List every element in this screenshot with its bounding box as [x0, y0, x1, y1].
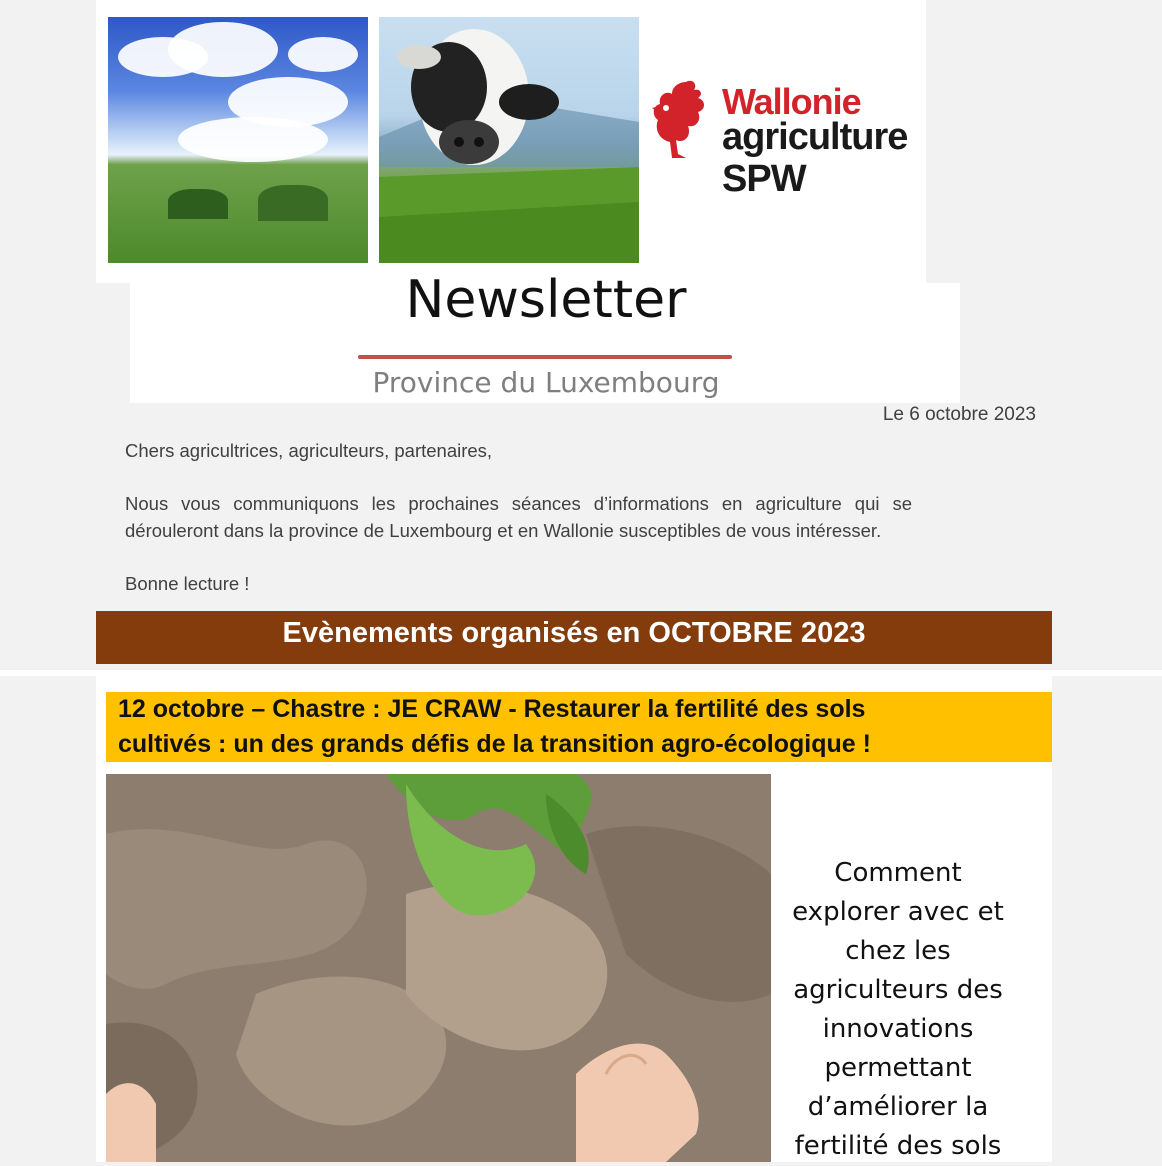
- event-title-line1: 12 octobre – Chastre : JE CRAW - Restaurer la fertilité des sols: [118, 695, 866, 723]
- rooster-icon: [648, 78, 714, 162]
- closing: Bonne lecture !: [125, 573, 250, 594]
- intro-text: [125, 437, 912, 623]
- section-heading: Evènements organisés en OCTOBRE 2023: [96, 611, 1052, 664]
- newsletter-date: Le 6 octobre 2023: [882, 404, 1036, 425]
- newsletter-title: Newsletter: [405, 270, 687, 330]
- title-underline: [358, 355, 732, 359]
- sky-field-photo: [108, 17, 368, 263]
- event-description: Comment explorer avec et chez les agriculteurs des innovations permettant d’améliorer la fertilité des sols: [792, 858, 1004, 1161]
- greeting: Chers agricultrices, agriculteurs, partenaires,: [125, 440, 493, 461]
- newsletter-subtitle: Province du Luxembourg: [372, 366, 720, 399]
- event-title[interactable]: [106, 692, 1052, 762]
- logo-spw: SPW: [722, 158, 806, 200]
- logo-wallonie: Wallonie: [722, 81, 861, 122]
- cow-photo: [379, 17, 639, 263]
- soil-photo: [106, 774, 771, 1162]
- event-title-line2: cultivés : un des grands défis de la transition agro-écologique !: [118, 730, 871, 758]
- intro-body: Nous vous communiquons les prochaines séances d’informations en agriculture qui se dérouleront dans la province de Luxembourg et en Wallonie susceptibles de vous intéresser.: [125, 493, 912, 541]
- logo-agriculture: agriculture: [722, 116, 908, 158]
- wallonie-agriculture-logo: [648, 70, 918, 210]
